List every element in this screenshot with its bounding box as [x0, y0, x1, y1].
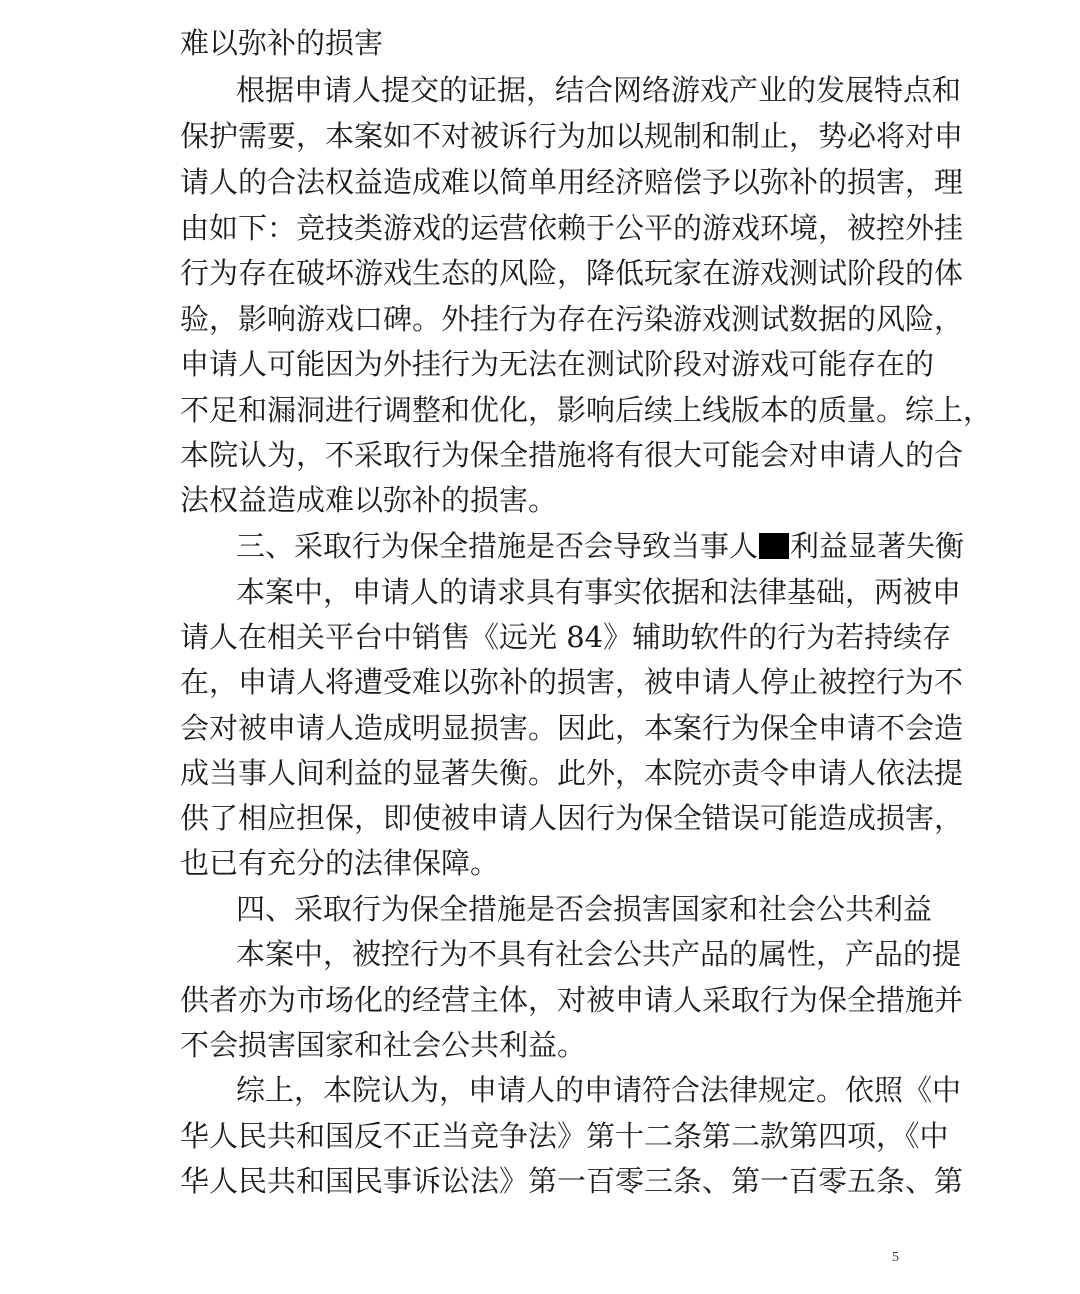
text-line: 供者亦为市场化的经营主体，对被申请人采取行为保全措施并	[180, 983, 964, 1017]
text-line: 申请人可能因为外挂行为无法在测试阶段对游戏可能存在的	[180, 347, 935, 381]
page-number: 5	[892, 1250, 899, 1265]
text-line: 成当事人间利益的显著失衡。此外，本院亦责令申请人依法提	[180, 756, 964, 790]
text-line: 验，影响游戏口碑。外挂行为存在污染游戏测试数据的风险，	[180, 302, 964, 336]
text-line: 本案中，被控行为不具有社会公共产品的属性，产品的提	[236, 937, 962, 971]
text-line: 在，申请人将遭受难以弥补的损害，被申请人停止被控行为不	[180, 665, 964, 699]
text-line: 由如下：竞技类游戏的运营依赖于公平的游戏环境，被控外挂	[180, 211, 964, 245]
section-heading: 四、采取行为保全措施是否会损害国家和社会公共利益	[236, 892, 933, 926]
text-line: 华人民共和国民事诉讼法》第一百零三条、第一百零五条、第	[180, 1164, 964, 1198]
text-line: 不足和漏洞进行调整和优化，影响后续上线版本的质量。综上，	[180, 393, 993, 427]
text-line: 本院认为，不采取行为保全措施将有很大可能会对申请人的合	[180, 438, 964, 472]
text-line: 请人在相关平台中销售《远光 84》辅助软件的行为若持续存	[180, 620, 952, 654]
redaction-block	[759, 533, 789, 559]
text-line: 难以弥补的损害	[180, 26, 384, 60]
section-heading-part: 利益显著失衡	[790, 529, 965, 563]
text-line: 本案中，申请人的请求具有事实依据和法律基础，两被申	[236, 575, 962, 609]
section-heading-part: 三、采取行为保全措施是否会导致当事人	[236, 529, 759, 563]
text-line: 根据申请人提交的证据，结合网络游戏产业的发展特点和	[236, 73, 962, 107]
text-line: 也已有充分的法律保障。	[180, 846, 500, 880]
text-line: 华人民共和国反不正当竞争法》第十二条第二款第四项，《中	[180, 1119, 949, 1153]
section-heading	[236, 524, 965, 568]
text-line: 保护需要，本案如不对被诉行为加以规制和制止，势必将对申	[180, 119, 964, 153]
text-line: 不会损害国家和社会公共利益。	[180, 1028, 587, 1062]
text-line: 会对被申请人造成明显损害。因此，本案行为保全申请不会造	[180, 711, 964, 745]
text-line: 综上，本院认为，申请人的申请符合法律规定。依照《中	[236, 1073, 962, 1107]
text-line: 行为存在破坏游戏生态的风险，降低玩家在游戏测试阶段的体	[180, 256, 964, 290]
text-line: 法权益造成难以弥补的损害。	[180, 483, 558, 517]
text-line: 请人的合法权益造成难以简单用经济赔偿予以弥补的损害，理	[180, 165, 964, 199]
text-line: 供了相应担保，即使被申请人因行为保全错误可能造成损害，	[180, 801, 964, 835]
